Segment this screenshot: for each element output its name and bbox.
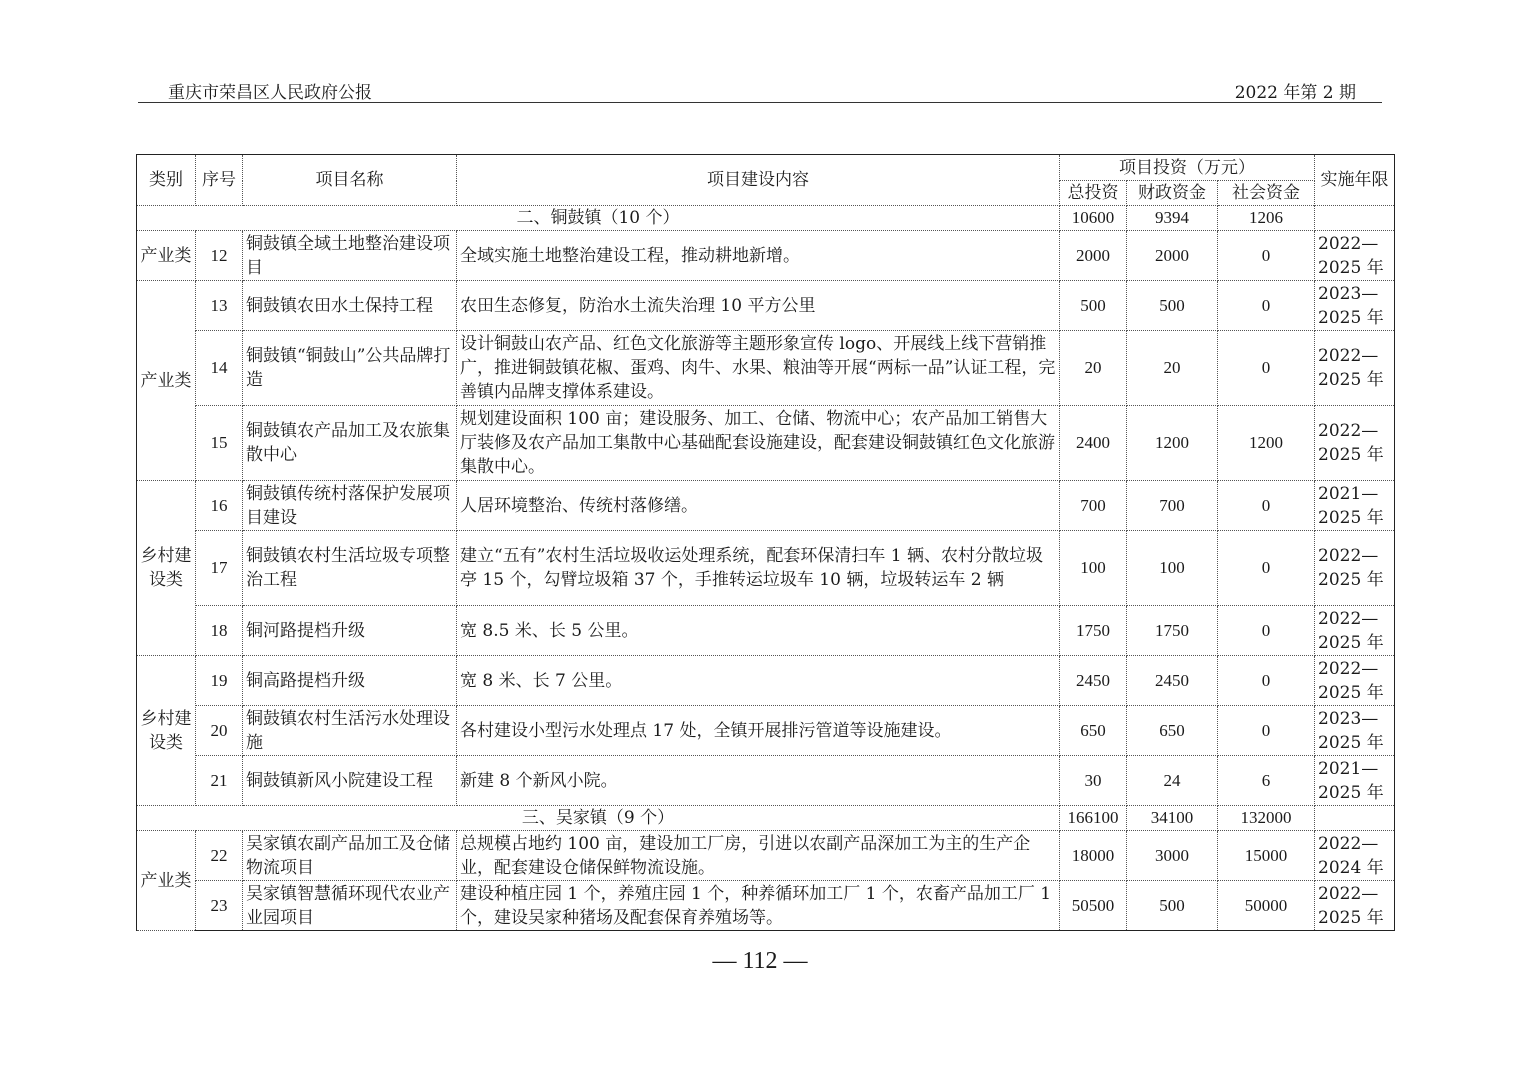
social-cell: 15000 [1218, 831, 1315, 881]
fiscal-cell: 24 [1127, 756, 1218, 806]
fiscal-cell: 500 [1127, 881, 1218, 931]
social-cell: 0 [1218, 281, 1315, 331]
name-cell: 铜鼓镇农村生活垃圾专项整治工程 [243, 531, 457, 606]
social-cell: 0 [1218, 656, 1315, 706]
total-cell: 30 [1060, 756, 1127, 806]
total-cell: 650 [1060, 706, 1127, 756]
table-row [137, 481, 1395, 531]
total-cell: 20 [1060, 331, 1127, 406]
seq-cell: 20 [196, 706, 243, 756]
period-cell: 2021—2025 年 [1315, 481, 1395, 531]
fiscal-cell: 500 [1127, 281, 1218, 331]
page-header [138, 76, 1382, 103]
social-cell: 0 [1218, 606, 1315, 656]
seq-cell: 14 [196, 331, 243, 406]
total-cell: 700 [1060, 481, 1127, 531]
section-title: 二、铜鼓镇（10 个） [137, 206, 1060, 231]
header-period: 实施年限 [1315, 155, 1395, 206]
project-table [136, 154, 1395, 931]
fiscal-cell: 100 [1127, 531, 1218, 606]
total-cell: 2000 [1060, 231, 1127, 281]
name-cell: 铜鼓镇农田水土保持工程 [243, 281, 457, 331]
content-cell: 设计铜鼓山农产品、红色文化旅游等主题形象宣传 logo、开展线上线下营销推广，推进铜鼓镇花椒、蛋鸡、肉牛、水果、粮油等开展“两标一品”认证工程，完善镇内品牌支撑体系建设。 [457, 331, 1060, 406]
seq-cell: 13 [196, 281, 243, 331]
fiscal-cell: 2450 [1127, 656, 1218, 706]
fiscal-cell: 1750 [1127, 606, 1218, 656]
header-content: 项目建设内容 [457, 155, 1060, 206]
section-total: 10600 [1060, 206, 1127, 231]
section-title: 三、吴家镇（9 个） [137, 806, 1060, 831]
period-cell: 2022—2025 年 [1315, 331, 1395, 406]
section-fiscal: 9394 [1127, 206, 1218, 231]
section-period [1315, 806, 1395, 831]
total-cell: 500 [1060, 281, 1127, 331]
header-fiscal: 财政资金 [1127, 181, 1218, 206]
table-row [137, 831, 1395, 881]
section-row-tonggu [137, 206, 1395, 231]
content-cell: 建立“五有”农村生活垃圾收运处理系统，配套环保清扫车 1 辆、农村分散垃圾亭 15 个，勾臂垃圾箱 37 个，手推转运垃圾车 10 辆，垃圾转运车 2 辆 [457, 531, 1060, 606]
table-row [137, 606, 1395, 656]
name-cell: 铜鼓镇农村生活污水处理设施 [243, 706, 457, 756]
period-cell: 2023—2025 年 [1315, 281, 1395, 331]
fiscal-cell: 20 [1127, 331, 1218, 406]
seq-cell: 23 [196, 881, 243, 931]
table-row [137, 281, 1395, 331]
content-cell: 全域实施土地整治建设工程，推动耕地新增。 [457, 231, 1060, 281]
seq-cell: 21 [196, 756, 243, 806]
content-cell: 宽 8.5 米、长 5 公里。 [457, 606, 1060, 656]
seq-cell: 15 [196, 406, 243, 481]
table-row [137, 531, 1395, 606]
period-cell: 2023—2025 年 [1315, 706, 1395, 756]
section-social: 1206 [1218, 206, 1315, 231]
period-cell: 2022—2025 年 [1315, 231, 1395, 281]
social-cell: 0 [1218, 531, 1315, 606]
content-cell: 新建 8 个新风小院。 [457, 756, 1060, 806]
category-cell: 产业类 [137, 281, 196, 481]
period-cell: 2022—2025 年 [1315, 881, 1395, 931]
section-period [1315, 206, 1395, 231]
period-cell: 2022—2025 年 [1315, 531, 1395, 606]
name-cell: 吴家镇智慧循环现代农业产业园项目 [243, 881, 457, 931]
table-row [137, 331, 1395, 406]
name-cell: 吴家镇农副产品加工及仓储物流项目 [243, 831, 457, 881]
period-cell: 2022—2025 年 [1315, 606, 1395, 656]
seq-cell: 22 [196, 831, 243, 881]
fiscal-cell: 1200 [1127, 406, 1218, 481]
table-row [137, 881, 1395, 931]
section-social: 132000 [1218, 806, 1315, 831]
category-cell: 产业类 [137, 831, 196, 931]
section-total: 166100 [1060, 806, 1127, 831]
table-row [137, 656, 1395, 706]
seq-cell: 12 [196, 231, 243, 281]
section-fiscal: 34100 [1127, 806, 1218, 831]
category-cell: 乡村建设类 [137, 481, 196, 656]
total-cell: 100 [1060, 531, 1127, 606]
header-category: 类别 [137, 155, 196, 206]
total-cell: 2450 [1060, 656, 1127, 706]
header-social: 社会资金 [1218, 181, 1315, 206]
fiscal-cell: 2000 [1127, 231, 1218, 281]
name-cell: 铜鼓镇“铜鼓山”公共品牌打造 [243, 331, 457, 406]
social-cell: 50000 [1218, 881, 1315, 931]
total-cell: 18000 [1060, 831, 1127, 881]
period-cell: 2022—2025 年 [1315, 406, 1395, 481]
social-cell: 0 [1218, 481, 1315, 531]
header-name: 项目名称 [243, 155, 457, 206]
category-cell: 产业类 [137, 231, 196, 281]
social-cell: 0 [1218, 231, 1315, 281]
fiscal-cell: 700 [1127, 481, 1218, 531]
total-cell: 1750 [1060, 606, 1127, 656]
period-cell: 2021—2025 年 [1315, 756, 1395, 806]
seq-cell: 18 [196, 606, 243, 656]
content-cell: 宽 8 米、长 7 公里。 [457, 656, 1060, 706]
content-cell: 人居环境整治、传统村落修缮。 [457, 481, 1060, 531]
issue-number: 2022 年第 2 期 [1234, 83, 1356, 103]
name-cell: 铜鼓镇传统村落保护发展项目建设 [243, 481, 457, 531]
name-cell: 铜鼓镇农产品加工及农旅集散中心 [243, 406, 457, 481]
page-number: — 112 — [712, 948, 808, 974]
header-investment: 项目投资（万元） [1060, 155, 1315, 181]
fiscal-cell: 650 [1127, 706, 1218, 756]
table-row [137, 406, 1395, 481]
section-row-wujia [137, 806, 1395, 831]
seq-cell: 17 [196, 531, 243, 606]
name-cell: 铜高路提档升级 [243, 656, 457, 706]
content-cell: 总规模占地约 100 亩，建设加工厂房，引进以农副产品深加工为主的生产企业，配套建设仓储保鲜物流设施。 [457, 831, 1060, 881]
total-cell: 50500 [1060, 881, 1127, 931]
table-row [137, 231, 1395, 281]
name-cell: 铜鼓镇新风小院建设工程 [243, 756, 457, 806]
publication-title: 重庆市荣昌区人民政府公报 [168, 83, 372, 103]
seq-cell: 16 [196, 481, 243, 531]
social-cell: 0 [1218, 706, 1315, 756]
name-cell: 铜鼓镇全域土地整治建设项目 [243, 231, 457, 281]
seq-cell: 19 [196, 656, 243, 706]
header-total: 总投资 [1060, 181, 1127, 206]
social-cell: 6 [1218, 756, 1315, 806]
table-row [137, 756, 1395, 806]
header-row-1 [137, 155, 1395, 181]
content-cell: 各村建设小型污水处理点 17 处，全镇开展排污管道等设施建设。 [457, 706, 1060, 756]
content-cell: 建设种植庄园 1 个，养殖庄园 1 个，种养循环加工厂 1 个，农畜产品加工厂 1 个，建设吴家种猪场及配套保育养殖场等。 [457, 881, 1060, 931]
total-cell: 2400 [1060, 406, 1127, 481]
name-cell: 铜河路提档升级 [243, 606, 457, 656]
fiscal-cell: 3000 [1127, 831, 1218, 881]
social-cell: 1200 [1218, 406, 1315, 481]
content-cell: 农田生态修复，防治水土流失治理 10 平方公里 [457, 281, 1060, 331]
header-seq: 序号 [196, 155, 243, 206]
category-cell: 乡村建设类 [137, 656, 196, 806]
table-row [137, 706, 1395, 756]
period-cell: 2022—2024 年 [1315, 831, 1395, 881]
social-cell: 0 [1218, 331, 1315, 406]
period-cell: 2022—2025 年 [1315, 656, 1395, 706]
content-cell: 规划建设面积 100 亩；建设服务、加工、仓储、物流中心；农产品加工销售大厅装修及农产品加工集散中心基础配套设施建设，配套建设铜鼓镇红色文化旅游集散中心。 [457, 406, 1060, 481]
